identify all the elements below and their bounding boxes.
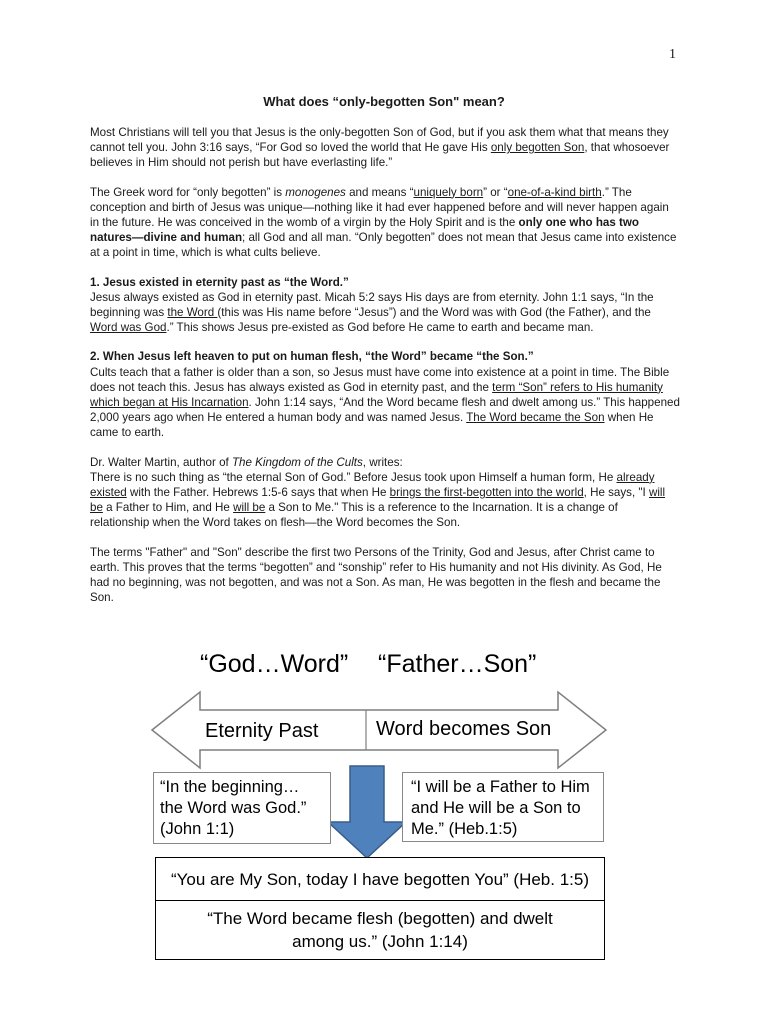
conclusion-paragraph: The terms "Father" and "Son" describe the first two Persons of the Trinity, God and Jesus, after Christ came to earth. This proves that the terms “begotten” and “sonship” refer to His humanity and not His divinity. As God, He had no beginning, was not begotten, and was not a Son. As man, He was begotten in the flesh and became the Son. [90, 545, 662, 605]
heb-1-5-verse-box: “You are My Son, today I have begotten You” (Heb. 1:5) [155, 857, 605, 901]
walter-martin-paragraph: Dr. Walter Martin, author of The Kingdom of the Cults, writes: There is no such thing as “the eternal Son of God.” Before Jesus took upon Himself a human form, He already existed with the Father. Hebrews 1:5-6 says that when He brings the first-begotten into the world, He says, "I will be a Father to Him, and He will be a Son to Me." This is a reference to the Incarnation. It is a change of relationship when the Word takes on flesh—the Word becomes the Son. [90, 455, 666, 530]
word-becomes-son-label: Word becomes Son [376, 718, 552, 740]
john-1-1-quote-box: “In the beginning… the Word was God.” (John 1:1) [153, 772, 331, 844]
heb-1-5-quote-box: “I will be a Father to Him and He will be a Son to Me.” (Heb.1:5) [402, 772, 604, 842]
greek-word-paragraph: The Greek word for “only begotten” is monogenes and means “uniquely born” or “one-of-a-kind birth.” The conception and birth of Jesus was unique—nothing like it had ever happened before and will never happen again in the future. He was conceived in the womb of a virgin by the Holy Spirit and is the only one who has two natures—divine and human; all God and all man. “Only begotten” does not mean that Jesus came into existence at a point in time, which is what cults believe. [90, 185, 677, 260]
timeline-diagram [150, 650, 610, 1010]
intro-paragraph: Most Christians will tell you that Jesus is the only-begotten Son of God, but if you ask them what that means they cannot tell you. John 3:16 says, “For God so loved the world that He gave His only begotten Son, that whosoever believes in Him should not perish but have everlasting life.” [90, 126, 670, 170]
section-1-heading: 1. Jesus existed in eternity past as “the Word.” [90, 275, 349, 289]
father-son-label: “Father…Son” [378, 650, 537, 678]
eternity-past-label: Eternity Past [205, 720, 319, 742]
page-number: 1 [669, 47, 676, 62]
down-arrow-icon [330, 764, 410, 860]
section-2-heading: 2. When Jesus left heaven to put on human flesh, “the Word” became “the Son.” [90, 350, 534, 364]
john-1-14-verse-box: “The Word became flesh (begotten) and dwelt among us.” (John 1:14) [155, 900, 605, 960]
section-2: 2. When Jesus left heaven to put on human flesh, “the Word” became “the Son.” Cults teach that a father is older than a son, so Jesus must have come into existence at a point in time. The Bible does not teach this. Jesus has always existed as God in eternity past, and the term “Son” refers to His humanity which began at His Incarnation. John 1:14 says, “And the Word became flesh and dwelt among us.” This happened 2,000 years ago when He entered a human body and was named Jesus. The Word became the Son when He came to earth. [90, 350, 680, 440]
article-body [90, 125, 680, 619]
section-1: 1. Jesus existed in eternity past as “the Word.” Jesus always existed as God in eternity past. Micah 5:2 says His days are from eternity. John 1:1 says, “In the beginning was the Word (this was His name before “Jesus”) and the Word was with God (the Father), and the Word was God.” This shows Jesus pre-existed as God before He came to earth and became man. [90, 275, 680, 336]
god-word-label: “God…Word” [200, 650, 349, 678]
page-title: What does “only-begotten Son" mean? [263, 94, 505, 109]
